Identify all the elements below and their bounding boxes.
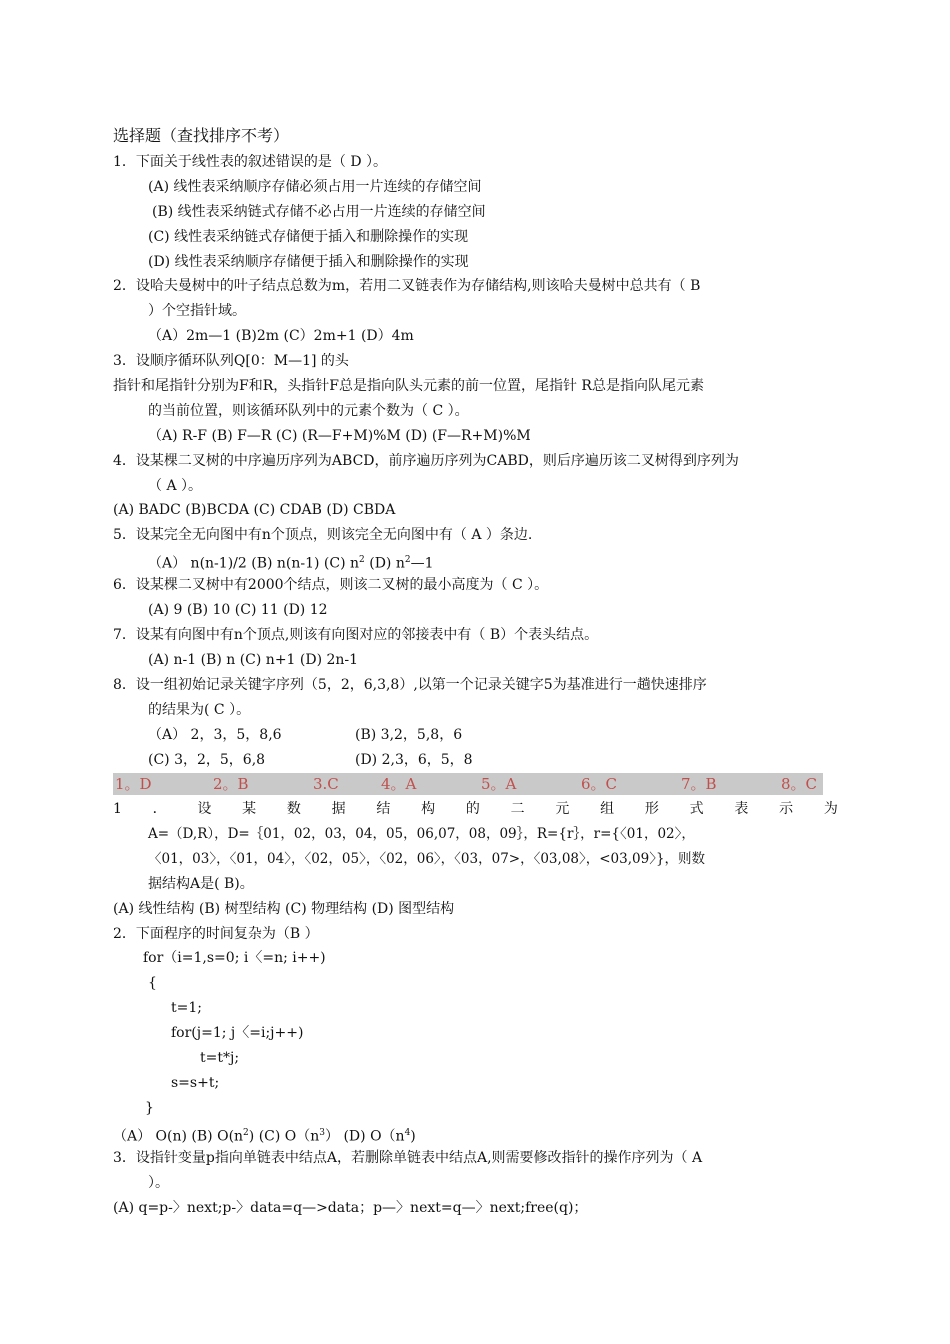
q4-stem-line2: （ A ）。 bbox=[148, 478, 203, 494]
q5-options-text-mid: (D) n bbox=[364, 555, 405, 572]
p2-q3-stem-line1: 3．设指针变量p指向单链表中结点A，若删除单链表中结点A,则需要修改指针的操作序列为（ A bbox=[113, 1150, 703, 1166]
p2-q1-char: 二 bbox=[510, 801, 525, 817]
q5-superscript-1: 2 bbox=[359, 555, 365, 565]
p2-q1-line3: 〈01，03〉，〈01，04〉，〈02，05〉，〈02，06〉，〈03，07>，〈03,08〉，<03,09〉}，则数 bbox=[148, 851, 706, 867]
p2-q2-options-text-d: ) bbox=[410, 1128, 416, 1145]
p2-q2-options-text-a: （A） O(n) (B) O(n bbox=[113, 1128, 244, 1145]
p2-q1-options: (A) 线性结构 (B) 树型结构 (C) 物理结构 (D) 图型结构 bbox=[113, 901, 455, 917]
q1-stem: 1．下面关于线性表的叙述错误的是（ D ）。 bbox=[113, 154, 388, 170]
p2-q2-superscript-1: 2 bbox=[243, 1128, 249, 1138]
q2-stem-line1: 2．设哈夫曼树中的叶子结点总数为m，若用二叉链表作为存储结构,则该哈夫曼树中总共有（ B bbox=[113, 278, 701, 294]
answer-1: 1。D bbox=[115, 775, 152, 793]
p2-q1-line4: 据结构A是( B)。 bbox=[148, 876, 254, 892]
p2-q1-char: 结 bbox=[376, 801, 391, 817]
code-line: t=t*j; bbox=[200, 1050, 240, 1066]
answer-6: 6。C bbox=[581, 775, 618, 793]
q3-stem-line3: 的当前位置，则该循环队列中的元素个数为（ C ）。 bbox=[148, 403, 469, 419]
p2-q1-char: 形 bbox=[644, 801, 659, 817]
p2-q1-char: 元 bbox=[555, 801, 570, 817]
section-title: 选择题（查找排序不考） bbox=[113, 126, 290, 145]
q5-stem: 5．设某完全无向图中有n个顶点，则该完全无向图中有（ A ）条边. bbox=[113, 527, 533, 543]
q8-stem-line2: 的结果为( C ）。 bbox=[148, 702, 251, 718]
q5-options bbox=[148, 550, 434, 574]
q1-option-b: (B) 线性表采纳链式存储不必占用一片连续的存储空间 bbox=[152, 204, 486, 220]
code-line: t=1; bbox=[171, 1000, 202, 1016]
answer-8: 8。C bbox=[781, 775, 818, 793]
code-line: { bbox=[148, 975, 157, 991]
q2-options: （A）2m—1 (B)2m (C）2m+1 (D）4m bbox=[148, 328, 414, 344]
p2-q2-options-text-c: ） (D) O（n bbox=[325, 1128, 405, 1145]
q8-stem-line1: 8．设一组初始记录关键字序列（5，2，6,3,8）,以第一个记录关键字5为基准进行一趟快速排序 bbox=[113, 677, 707, 693]
p2-q1-char: 1 bbox=[113, 801, 122, 817]
p2-q2-options bbox=[113, 1123, 416, 1147]
p2-q1-char: 组 bbox=[600, 801, 615, 817]
code-line: } bbox=[145, 1100, 154, 1116]
q8-option-d: (D) 2,3，6，5，8 bbox=[355, 752, 473, 768]
q8-option-b: (B) 3,2，5,8，6 bbox=[355, 727, 463, 743]
p2-q1-stem-line1 bbox=[113, 799, 838, 819]
p2-q2-stem: 2．下面程序的时间复杂为（B ） bbox=[113, 926, 319, 942]
q7-stem: 7．设某有向图中有n个顶点,则该有向图对应的邻接表中有（ B）个表头结点。 bbox=[113, 627, 599, 643]
q1-option-d: (D) 线性表采纳顺序存储便于插入和删除操作的实现 bbox=[148, 254, 469, 270]
q8-option-c: (C) 3，2，5，6,8 bbox=[148, 752, 266, 768]
q5-options-text-a: （A） n(n-1)/2 (B) n(n-1) (C) n bbox=[148, 555, 360, 572]
q5-superscript-2: 2 bbox=[404, 555, 411, 565]
p2-q2-superscript-2: 3 bbox=[319, 1128, 326, 1138]
q1-option-a: (A) 线性表采纳顺序存储必须占用一片连续的存储空间 bbox=[148, 179, 482, 195]
q3-stem-line2: 指针和尾指针分别为F和R，头指针F总是指向队头元素的前一位置，尾指针 R总是指向队尾元素 bbox=[113, 378, 704, 394]
p2-q1-char: 某 bbox=[242, 801, 257, 817]
p2-q1-char: 式 bbox=[689, 801, 704, 817]
p2-q1-char: 示 bbox=[779, 801, 794, 817]
code-line: for（i=1,s=0; i〈=n; i++) bbox=[143, 950, 326, 966]
answer-7: 7。B bbox=[681, 775, 717, 793]
p2-q1-char: 据 bbox=[331, 801, 346, 817]
answer-4: 4。A bbox=[381, 775, 417, 793]
p2-q1-char: 设 bbox=[197, 801, 212, 817]
q8-option-a: （A） 2，3，5，8,6 bbox=[148, 727, 282, 743]
p2-q2-superscript-3: 4 bbox=[404, 1128, 411, 1138]
answer-2: 2。B bbox=[213, 775, 249, 793]
p2-q3-option-a: (A) q=p-〉next;p-〉data=q—>data；p—〉next=q—〉next;free(q)； bbox=[113, 1200, 588, 1216]
p2-q2-options-text-b: ) (C) O（n bbox=[248, 1128, 320, 1145]
p2-q1-line2: A=（D,R），D=｛01，02，03，04，05，06,07，08，09｝，R={r｝，r={〈01，02〉， bbox=[148, 826, 695, 842]
q3-options: （A) R-F (B) F—R (C) (R—F+M)%M (D) (F—R+M)%M bbox=[148, 428, 531, 444]
q2-stem-line2: ）个空指针域。 bbox=[148, 303, 246, 319]
q5-options-text-end: —1 bbox=[410, 555, 434, 572]
answer-3: 3.C bbox=[313, 775, 339, 793]
p2-q1-char: ． bbox=[152, 801, 167, 817]
code-line: s=s+t; bbox=[171, 1075, 220, 1091]
p2-q1-char: 表 bbox=[734, 801, 749, 817]
p2-q1-char: 为 bbox=[823, 801, 838, 817]
q6-options: (A) 9 (B) 10 (C) 11 (D) 12 bbox=[148, 602, 328, 618]
q6-stem: 6．设某棵二叉树中有2000个结点，则该二叉树的最小高度为（ C ）。 bbox=[113, 577, 549, 593]
p2-q1-char: 数 bbox=[286, 801, 301, 817]
answer-key-band bbox=[113, 773, 823, 795]
q7-options: (A) n-1 (B) n (C) n+1 (D) 2n-1 bbox=[148, 652, 359, 668]
q4-stem-line1: 4．设某棵二叉树的中序遍历序列为ABCD，前序遍历序列为CABD，则后序遍历该二叉树得到序列为 bbox=[113, 453, 739, 469]
code-line: for(j=1; j〈=i;j++) bbox=[171, 1025, 304, 1041]
q1-option-c: (C) 线性表采纳链式存储便于插入和删除操作的实现 bbox=[148, 229, 469, 245]
p2-q3-stem-line2: ）。 bbox=[148, 1175, 169, 1191]
q3-stem-line1: 3．设顺序循环队列Q[0：M—1] 的头 bbox=[113, 353, 349, 369]
answer-5: 5。A bbox=[481, 775, 517, 793]
q4-options: (A) BADC (B)BCDA (C) CDAB (D) CBDA bbox=[113, 502, 396, 518]
p2-q1-char: 构 bbox=[421, 801, 436, 817]
p2-q1-char: 的 bbox=[465, 801, 480, 817]
